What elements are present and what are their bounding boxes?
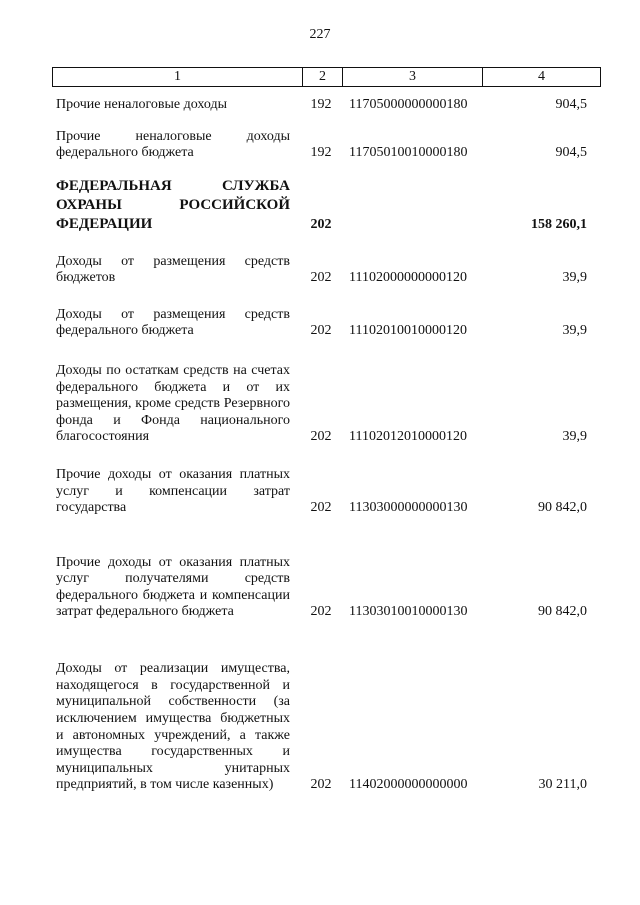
row-name: Доходы по остаткам средств на счетах федерального бюджета и от их размещения, кроме средств Резервного фонда и Фонда национального благосостояния: [56, 363, 290, 445]
row-name: Прочие неналоговые доходы: [56, 97, 228, 113]
row-kbk: 11303010010000130: [349, 604, 468, 620]
row-amount: 30 211,0: [538, 777, 587, 793]
row-amount: 904,5: [555, 97, 587, 113]
row-name: Прочие неналоговые доходы федерального бюджета: [56, 128, 290, 161]
table-row: [52, 361, 601, 446]
row-amount: 90 842,0: [538, 604, 587, 620]
row-amount: 90 842,0: [538, 500, 587, 516]
row-name: Прочие доходы от оказания платных услуг получателями средств федерального бюджета и компенсации затрат федерального бюджета: [56, 554, 290, 620]
row-code: 202: [310, 217, 332, 233]
row-kbk: 11102010010000120: [349, 323, 467, 339]
table-row: [52, 638, 601, 794]
page-number: 227: [309, 27, 331, 42]
row-kbk: 11102000000000120: [349, 270, 467, 286]
header-col-3: 3: [342, 68, 482, 86]
table-header: [52, 67, 601, 87]
section-title: ФЕДЕРАЛЬНАЯ СЛУЖБА ОХРАНЫ РОССИЙСКОЙ ФЕДЕРАЦИИ: [56, 178, 290, 232]
row-amount: 39,9: [562, 429, 587, 445]
row-name: Прочие доходы от оказания платных услуг и компенсации затрат государства: [56, 467, 290, 516]
row-code: 202: [310, 777, 332, 793]
section-row: [52, 176, 601, 234]
table-row: [52, 125, 601, 162]
row-kbk: 11303000000000130: [349, 500, 468, 516]
header-col-2: 2: [302, 68, 342, 86]
row-code: 202: [310, 500, 332, 516]
row-kbk: 11705010010000180: [349, 145, 468, 161]
row-amount: 39,9: [562, 270, 587, 286]
row-amount: 39,9: [562, 323, 587, 339]
row-code: 192: [310, 97, 332, 113]
row-name: Доходы от размещения средств федерального бюджета: [56, 306, 290, 339]
header-col-4: 4: [482, 68, 600, 86]
table-row: [52, 250, 601, 287]
table-row: [52, 303, 601, 340]
row-amount: 158 260,1: [531, 217, 587, 233]
row-kbk: 11102012010000120: [349, 429, 467, 445]
header-col-1: 1: [174, 69, 181, 84]
row-kbk: 11402000000000000: [349, 777, 468, 793]
row-name: Доходы от размещения средств бюджетов: [56, 253, 290, 286]
row-code: 202: [310, 429, 332, 445]
row-code: 202: [310, 604, 332, 620]
row-code: 202: [310, 323, 332, 339]
table-row: [52, 95, 601, 114]
table-row: [52, 463, 601, 517]
row-code: 202: [310, 270, 332, 286]
row-amount: 904,5: [555, 145, 587, 161]
row-kbk: 11705000000000180: [349, 97, 468, 113]
row-name: Доходы от реализации имущества, находящегося в государственной и муниципальной собственности (за исключением имущества бюджетных и автономных учреждений, а также имущества государственных и муниципальных унитарных предприятий, в том числе казенных): [56, 661, 290, 793]
table-row: [52, 536, 601, 621]
row-code: 192: [310, 145, 332, 161]
